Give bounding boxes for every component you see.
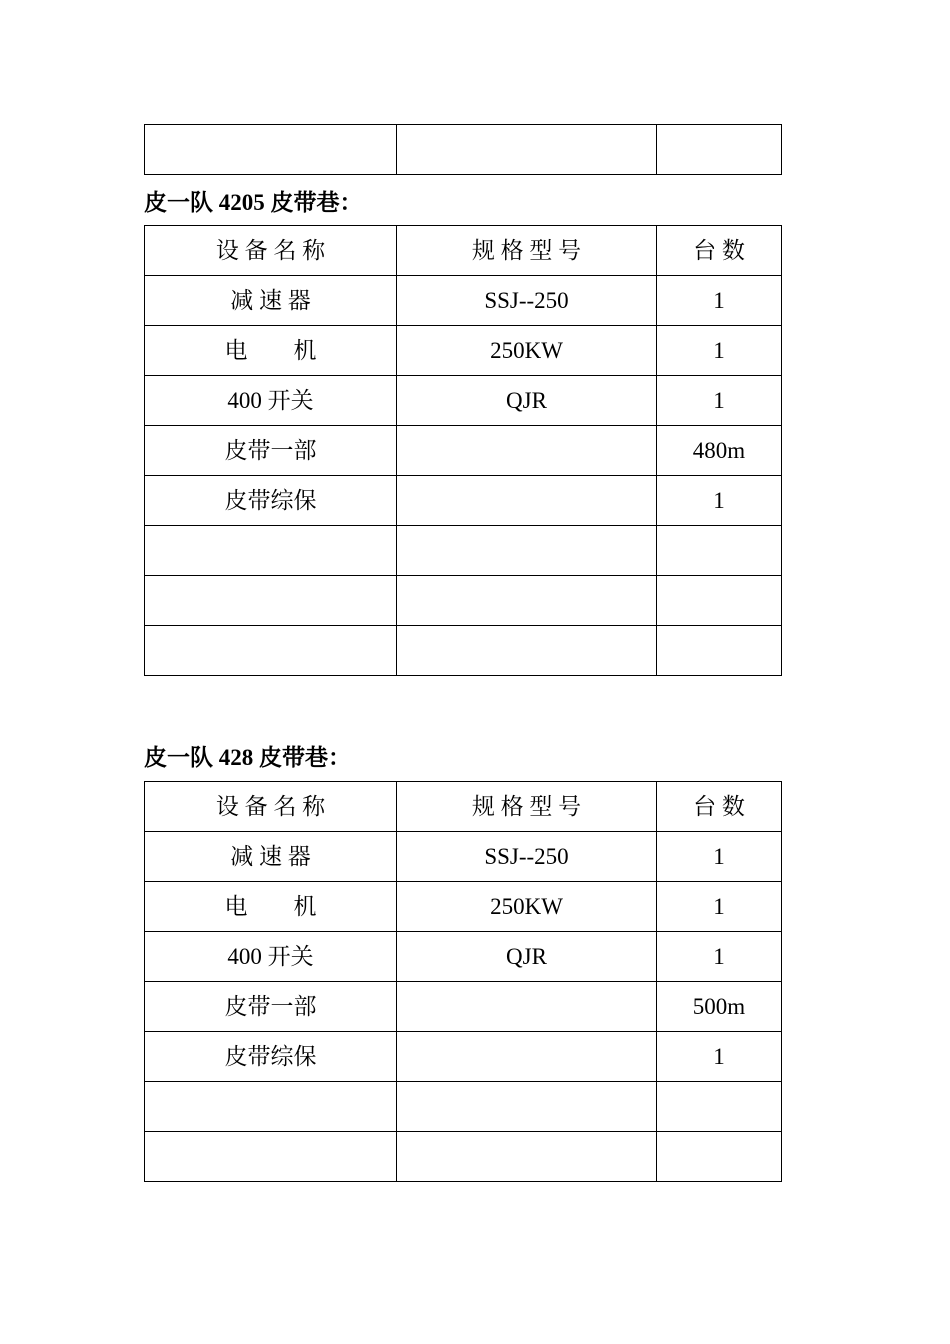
- equipment-name-cell: [145, 626, 397, 676]
- table-row: [145, 125, 782, 175]
- table-row: [145, 626, 782, 676]
- spec-model-cell: [397, 1132, 657, 1182]
- table-row: [145, 1082, 782, 1132]
- equipment-name-cell: 400 开关: [145, 932, 397, 982]
- spec-model-cell: 250KW: [397, 326, 657, 376]
- table-row: [145, 326, 782, 376]
- spec-model-cell: SSJ--250: [397, 276, 657, 326]
- table-row: [145, 376, 782, 426]
- spec-model-cell: QJR: [397, 376, 657, 426]
- table-row: [145, 526, 782, 576]
- quantity-cell: 1: [657, 1032, 782, 1082]
- column-header-spec-model: 规 格 型 号: [397, 226, 657, 276]
- equipment-name-cell: 皮带综保: [145, 1032, 397, 1082]
- equipment-name-cell: [145, 1082, 397, 1132]
- spec-model-cell: QJR: [397, 932, 657, 982]
- equipment-name-cell: [145, 1132, 397, 1182]
- equipment-name-cell: [145, 526, 397, 576]
- equipment-name-cell: 皮带综保: [145, 476, 397, 526]
- column-header-quantity: 台 数: [657, 226, 782, 276]
- quantity-cell: 500m: [657, 982, 782, 1032]
- spec-model-cell: [397, 1082, 657, 1132]
- quantity-cell: [657, 1082, 782, 1132]
- equipment-name-cell: 电 机: [145, 326, 397, 376]
- equipment-table-428: [144, 781, 782, 1182]
- quantity-cell: 1: [657, 932, 782, 982]
- table-row: [145, 426, 782, 476]
- table-row: [145, 882, 782, 932]
- table-row: [145, 1132, 782, 1182]
- spec-model-cell: 250KW: [397, 882, 657, 932]
- section-title-428: 皮一队 428 皮带巷：: [144, 745, 351, 770]
- spec-model-cell: [397, 626, 657, 676]
- spec-model-cell: [397, 982, 657, 1032]
- quantity-cell: [657, 1132, 782, 1182]
- spec-model-cell: [397, 526, 657, 576]
- quantity-cell: [657, 576, 782, 626]
- table-header-row: [145, 782, 782, 832]
- quantity-cell: 480m: [657, 426, 782, 476]
- quantity-cell: 1: [657, 376, 782, 426]
- table-row: [145, 832, 782, 882]
- table-row: [145, 276, 782, 326]
- equipment-name-cell: 电 机: [145, 882, 397, 932]
- spec-model-cell: [397, 1032, 657, 1082]
- table-row: [145, 932, 782, 982]
- quantity-cell: [657, 626, 782, 676]
- continuation-table: [144, 124, 782, 175]
- spec-model-cell: [397, 426, 657, 476]
- table-row: [145, 1032, 782, 1082]
- quantity-cell: 1: [657, 476, 782, 526]
- equipment-name-cell: 减 速 器: [145, 276, 397, 326]
- spec-model-cell: [397, 576, 657, 626]
- quantity-cell: 1: [657, 832, 782, 882]
- table-header-row: [145, 226, 782, 276]
- table-row: [145, 982, 782, 1032]
- table-row: [145, 576, 782, 626]
- equipment-name-cell: [145, 576, 397, 626]
- equipment-name-cell: 皮带一部: [145, 426, 397, 476]
- equipment-name-cell: [145, 125, 397, 175]
- equipment-name-cell: 皮带一部: [145, 982, 397, 1032]
- table-row: [145, 476, 782, 526]
- quantity-cell: [657, 526, 782, 576]
- quantity-cell: 1: [657, 276, 782, 326]
- equipment-table-4205: [144, 225, 782, 676]
- column-header-quantity: 台 数: [657, 782, 782, 832]
- section-title-4205: 皮一队 4205 皮带巷：: [144, 190, 363, 215]
- equipment-name-cell: 400 开关: [145, 376, 397, 426]
- column-header-spec-model: 规 格 型 号: [397, 782, 657, 832]
- column-header-equipment-name: 设 备 名 称: [145, 226, 397, 276]
- spec-model-cell: SSJ--250: [397, 832, 657, 882]
- quantity-cell: 1: [657, 882, 782, 932]
- quantity-cell: 1: [657, 326, 782, 376]
- spec-model-cell: [397, 476, 657, 526]
- quantity-cell: [657, 125, 782, 175]
- spec-model-cell: [397, 125, 657, 175]
- column-header-equipment-name: 设 备 名 称: [145, 782, 397, 832]
- equipment-name-cell: 减 速 器: [145, 832, 397, 882]
